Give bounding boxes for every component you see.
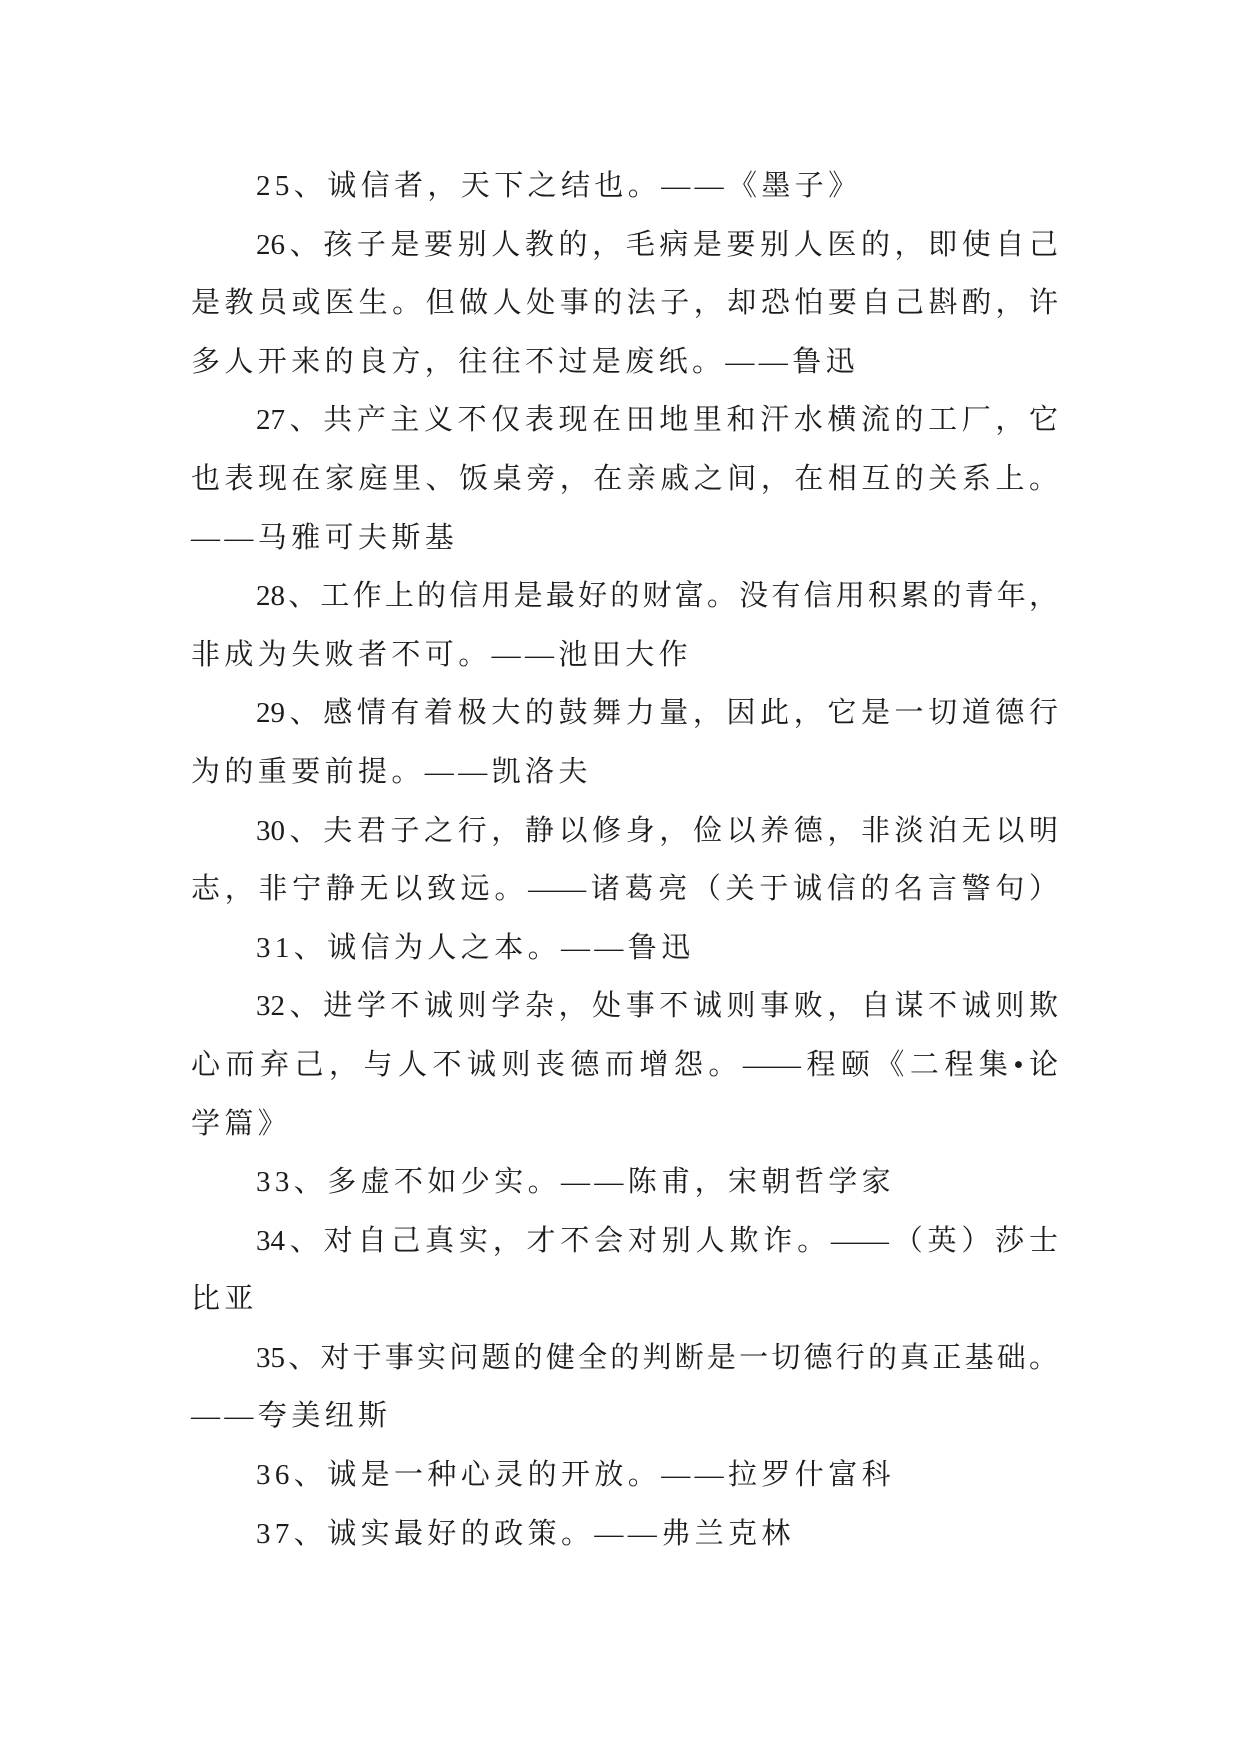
quote-line: 非成为失败者不可。——池田大作 [191, 638, 693, 671]
quote-list [191, 157, 1058, 1563]
quote-item-32 [191, 977, 1058, 1153]
quote-item-26 [191, 216, 1058, 392]
quote-item-29 [191, 684, 1058, 801]
quote-line: 30、夫君子之行，静以修身，俭以养德，非淡泊无以明 [256, 814, 1058, 847]
quote-line: 36、诚是一种心灵的开放。——拉罗什富科 [256, 1459, 896, 1492]
quote-line: 多人开来的良方，往往不过是废纸。——鲁迅 [191, 345, 860, 378]
quote-line: ——马雅可夫斯基 [191, 521, 459, 554]
quote-item-25 [191, 157, 1058, 216]
quote-item-37 [191, 1505, 1058, 1564]
quote-line: 34、对自己真实，才不会对别人欺诈。——（英）莎士 [256, 1224, 1058, 1257]
quote-line: 26、孩子是要别人教的，毛病是要别人医的，即使自己 [256, 228, 1058, 261]
quote-item-30 [191, 802, 1058, 919]
quote-line: 学篇》 [191, 1107, 292, 1140]
quote-line: 31、诚信为人之本。——鲁迅 [256, 931, 695, 964]
quote-line: 32、进学不诚则学杂，处事不诚则事败，自谋不诚则欺 [256, 990, 1058, 1023]
quote-line: 29、感情有着极大的鼓舞力量，因此，它是一切道德行 [256, 697, 1058, 730]
quote-line: 37、诚实最好的政策。——弗兰克林 [256, 1517, 795, 1550]
quote-line: 为的重要前提。——凯洛夫 [191, 755, 592, 788]
quote-line: 志，非宁静无以致远。——诸葛亮（关于诚信的名言警句） [191, 873, 1058, 906]
quote-item-34 [191, 1212, 1058, 1329]
quote-item-31 [191, 919, 1058, 978]
quote-item-33 [191, 1153, 1058, 1212]
quote-line: 也表现在家庭里、饭桌旁，在亲戚之间，在相互的关系上。 [191, 462, 1058, 495]
quote-line: 25、诚信者，天下之结也。——《墨子》 [256, 170, 862, 202]
quote-item-35 [191, 1329, 1058, 1446]
quote-item-36 [191, 1446, 1058, 1505]
quote-item-27 [191, 391, 1058, 567]
quote-line: ——夸美纽斯 [191, 1400, 392, 1433]
quote-line: 是教员或医生。但做人处事的法子，却恐怕要自己斟酌，许 [191, 287, 1058, 320]
quote-line: 27、共产主义不仅表现在田地里和汗水横流的工厂，它 [256, 404, 1058, 437]
quote-line: 33、多虚不如少实。——陈甫，宋朝哲学家 [256, 1166, 896, 1199]
quote-line: 35、对于事实问题的健全的判断是一切德行的真正基础。 [256, 1341, 1058, 1374]
quote-item-28 [191, 567, 1058, 684]
quote-line: 比亚 [191, 1283, 258, 1316]
quote-line: 心而弃己，与人不诚则丧德而增怨。——程颐《二程集•论 [191, 1048, 1058, 1081]
quote-line: 28、工作上的信用是最好的财富。没有信用积累的青年， [256, 580, 1058, 613]
